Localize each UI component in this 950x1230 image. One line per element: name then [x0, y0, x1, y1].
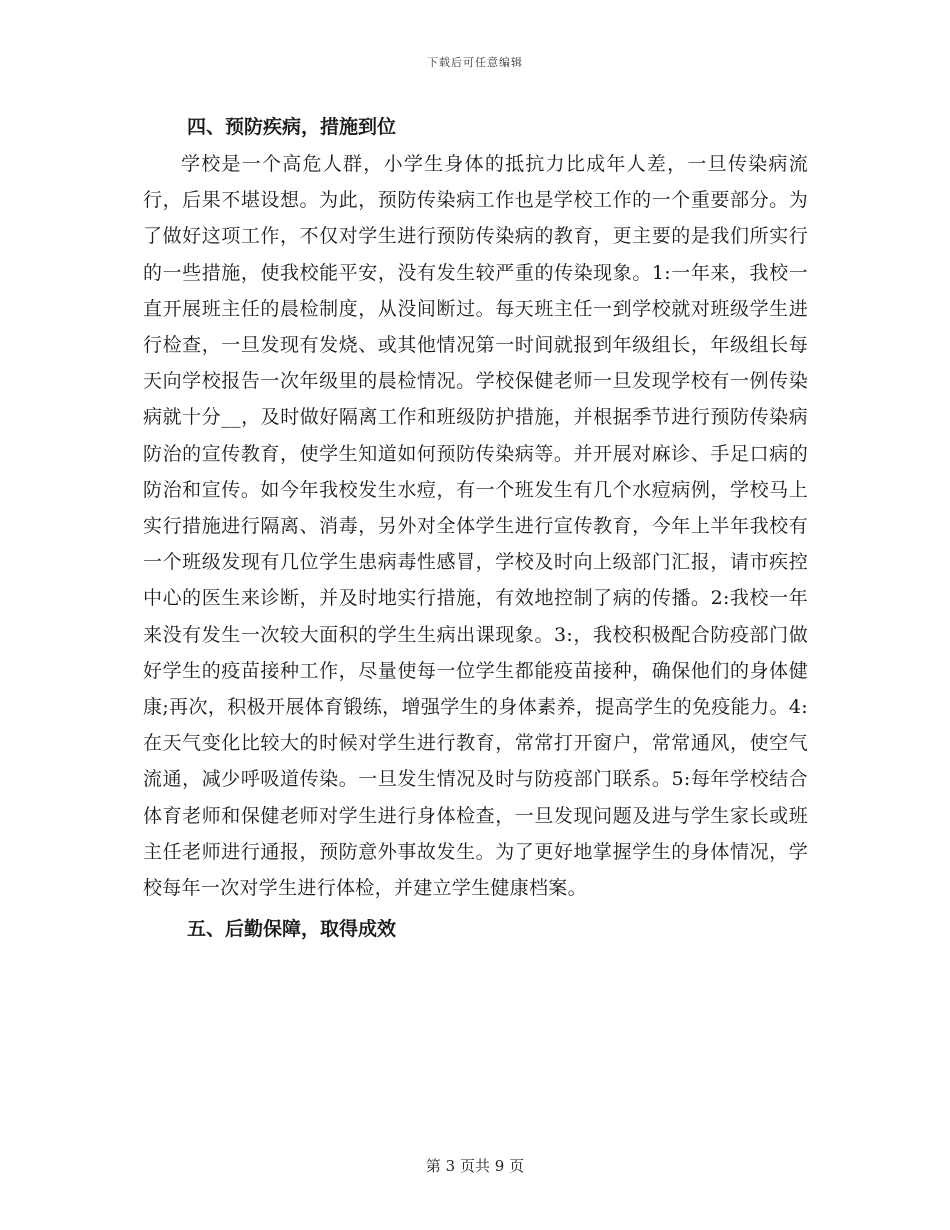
section-4-heading: 四、预防疾病，措施到位	[187, 116, 397, 138]
page-header-note: 下载后可任意编辑	[427, 56, 523, 69]
document-body	[143, 108, 808, 948]
section-4-paragraph: 学校是一个高危人群，小学生身体的抵抗力比成年人差，一旦传染病流行，后果不堪设想。为此，预防传染病工作也是学校工作的一个重要部分。为了做好这项工作，不仅对学生进行预防传染病的教育，更主要的是我们所实行的一些措施，使我校能平安，没有发生较严重的传染现象。1:一年来，我校一直开展班主任的晨检制度，从没间断过。每天班主任一到学校就对班级学生进行检查，一旦发现有发烧、或其他情况第一时间就报到年级组长，年级组长每天向学校报告一次年级里的晨检情况。学校保健老师一旦发现学校有一例传染病就十分__，及时做好隔离工作和班级防护措施，并根据季节进行预防传染病防治的宣传教育，使学生知道如何预防传染病等。并开展对麻诊、手足口病的防治和宣传。如今年我校发生水痘，有一个班发生有几个水痘病例，学校马上实行措施进行隔离、消毒，另外对全体学生进行宣传教育，今年上半年我校有一个班级发现有几位学生患病毒性感冒，学校及时向上级部门汇报，请市疾控中心的医生来诊断，并及时地实行措施，有效地控制了病的传播。2:我校一年来没有发生一次较大面积的学生生病出课现象。3:，我校积极配合防疫部门做好学生的疫苗接种工作，尽量使每一位学生都能疫苗接种，确保他们的身体健康;再次，积极开展体育锻练，增强学生的身体素养，提高学生的免疫能力。4:在天气变化比较大的时候对学生进行教育，常常打开窗户，常常通风，使空气流通，减少呼吸道传染。一旦发生情况及时与防疫部门联系。5:每年学校结合体育老师和保健老师对学生进行身体检查，一旦发现问题及进与学生家长或班主任老师进行通报，预防意外事故发生。为了更好地掌握学生的身体情况，学校每年一次对学生进行体检，并建立学生健康档案。	[143, 153, 808, 900]
page-number: 第 3 页共 9 页	[425, 1157, 525, 1175]
section-5-heading: 五、后勤保障，取得成效	[187, 918, 397, 941]
